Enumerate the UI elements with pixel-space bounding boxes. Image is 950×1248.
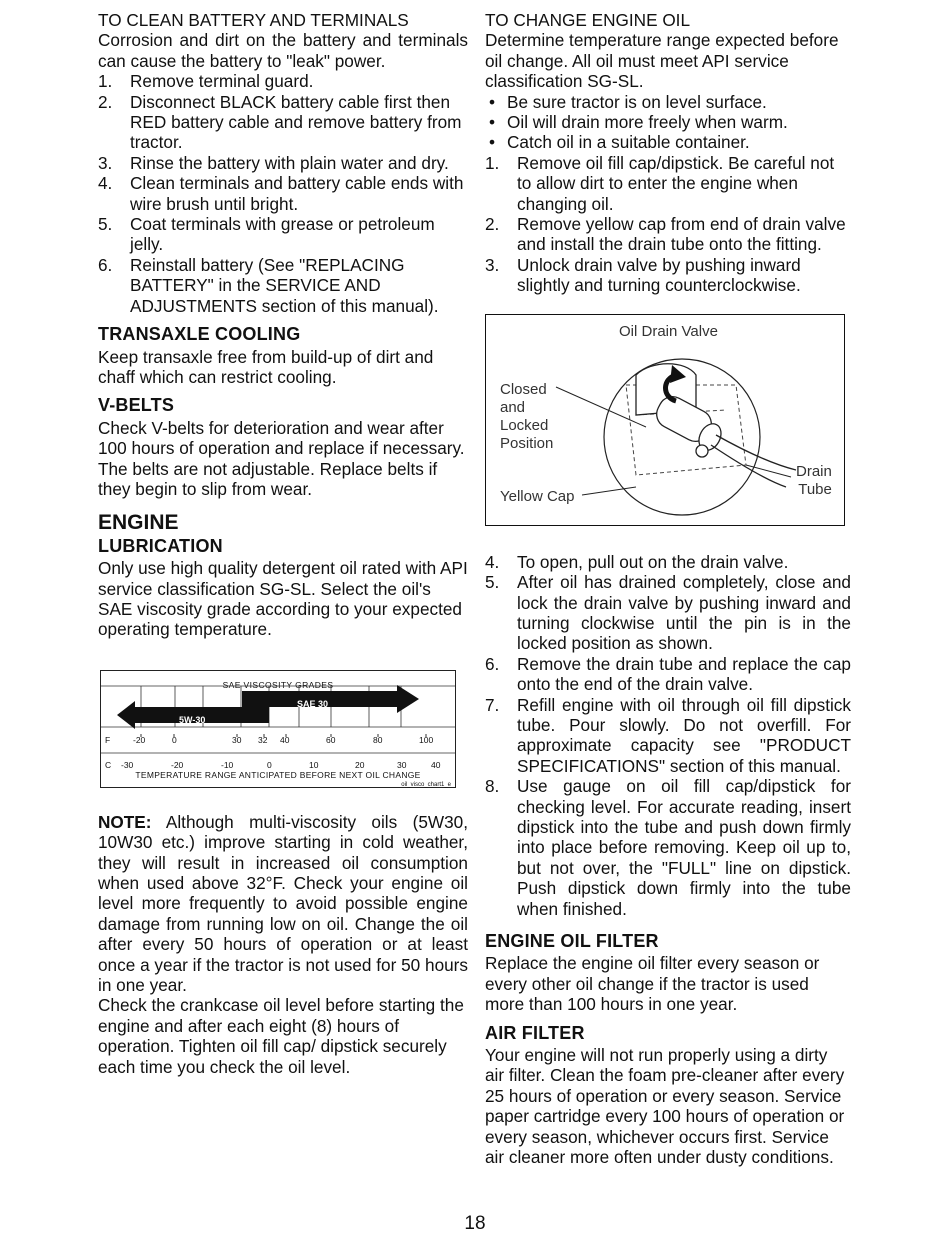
list-item: 2. Remove yellow cap from end of drain valve and install the drain tube onto the fitting.: [485, 214, 846, 255]
filter-title: ENGINE OIL FILTER: [485, 931, 659, 951]
oil-drain-valve-figure: [485, 314, 845, 526]
list-item: 4. To open, pull out on the drain valve.: [485, 551, 789, 572]
oil-steps-a: [485, 153, 851, 296]
oil-steps-b: [485, 552, 851, 919]
page-number: 18: [464, 1213, 486, 1234]
c-tick: 0: [267, 759, 272, 770]
viscosity-chart: [100, 670, 456, 788]
filter-text: Replace the engine oil filter every season or every other oil change if the tractor is used more than 100 hours in one year.: [485, 953, 820, 1015]
battery-intro: Corrosion and dirt on the battery and terminals can cause the battery to "leak" power.: [98, 30, 468, 71]
list-item: 3. Unlock drain valve by pushing inward slightly and turning counterclockwise.: [485, 254, 801, 296]
c-tick: 20: [355, 759, 365, 770]
c-tick: -30: [121, 759, 134, 770]
battery-title: TO CLEAN BATTERY AND TERMINALS: [98, 10, 409, 30]
f-tick: 32: [258, 734, 268, 745]
list-item: • Be sure tractor is on level surface.: [485, 92, 851, 112]
drain-tube-label: Drain Tube: [796, 462, 832, 498]
check-text: Check the crankcase oil level before starting the engine and after each eight (8) hours of operation. Tighten oil fill cap/ dipstick securely each time you check the oil level.: [98, 995, 464, 1077]
5w30-label: 5W-30: [179, 714, 206, 725]
transaxle-text: Keep transaxle free from build-up of dirt and chaff which can restrict cooling.: [98, 346, 434, 387]
c-tick: 30: [397, 759, 407, 770]
air-text: Your engine will not run properly using a dirty air filter. Clean the foam pre-cleaner after every 25 hours of operation or every season. Service paper cartridge every 100 hours of operation or every season, whichever occurs first. Service air cleaner more often under dusty conditions.: [485, 1045, 845, 1168]
c-tick: 10: [309, 759, 319, 770]
oil-bullets: [485, 92, 851, 153]
f-tick: -20: [133, 734, 146, 745]
yellow-cap-label: Yellow Cap: [500, 487, 575, 505]
sae30-label: SAE 30: [297, 698, 329, 709]
vbelts-title: V-BELTS: [98, 395, 175, 416]
vbelts-text: Check V-belts for deterioration and wear after 100 hours of operation and replace if necessary. The belts are not adjustable. Replace belts if they begin to slip from wear.: [98, 417, 465, 499]
left-column: [98, 10, 468, 1077]
list-item: 3. Rinse the battery with plain water and dry.: [98, 152, 449, 173]
f-tick: 0: [172, 734, 177, 745]
closed-label: Closed and Locked Position: [500, 380, 554, 452]
list-item: 7. Refill engine with oil through oil fill dipstick tube. Pour slowly. Do not overfill. For approximate capacity see "PRODUCT SPECIFICATIONS" section of this manual.: [485, 694, 851, 776]
right-column: [485, 10, 851, 1167]
chart-footer: TEMPERATURE RANGE ANTICIPATED BEFORE NEXT OIL CHANGE: [135, 769, 421, 780]
list-item: 8. Use gauge on oil fill cap/dipstick for checking level. For accurate reading, insert dipstick into the tube and push down firmly into place before removing. Keep oil up to, but not over, the "FULL" line on dipstick. Push dipstick down firmly into the tube when finished.: [485, 776, 851, 919]
transaxle-title: TRANSAXLE COOLING: [98, 324, 301, 345]
f-axis-label: F: [105, 734, 111, 745]
list-item: 5. Coat terminals with grease or petroleum jelly.: [98, 214, 435, 255]
list-item: 6. Reinstall battery (See "REPLACING BATTERY" in the SERVICE AND ADJUSTMENTS section of this manual).: [98, 254, 439, 316]
list-item: 6. Remove the drain tube and replace the cap onto the end of the drain valve.: [485, 653, 851, 695]
c-axis-label: C: [105, 759, 112, 770]
f-tick: 60: [326, 734, 336, 745]
f-tick: 40: [280, 734, 290, 745]
list-item: 1. Remove terminal guard.: [98, 71, 314, 92]
note-label: NOTE:: [98, 811, 152, 832]
list-item: • Catch oil in a suitable container.: [485, 132, 851, 152]
list-item: 4. Clean terminals and battery cable ends with wire brush until bright.: [98, 173, 464, 214]
f-tick: 100: [419, 734, 434, 745]
note-paragraph: [98, 812, 468, 996]
c-tick: 40: [431, 759, 441, 770]
c-tick: -10: [221, 759, 234, 770]
lubrication-title: LUBRICATION: [98, 535, 223, 556]
f-tick: 30: [232, 734, 242, 745]
c-tick: -20: [171, 759, 184, 770]
list-item: 1. Remove oil fill cap/dipstick. Be careful not to allow dirt to enter the engine when changing oil.: [485, 152, 835, 214]
battery-steps: [98, 71, 468, 316]
air-title: AIR FILTER: [485, 1022, 585, 1043]
list-item: 2. Disconnect BLACK battery cable first then RED battery cable and remove battery from tractor.: [98, 91, 462, 153]
note-text: Although multi-viscosity oils (5W30, 10W30 etc.) improve starting in cold weather, they will result in increased oil consumption when used above 32°F. Check your engine oil level more frequently to avoid possible engine damage from running low on oil. Change the oil after every 50 hours of operation or at least once a year if the tractor is not used for 50 hours in one year.: [98, 811, 468, 996]
figure-title: Oil Drain Valve: [619, 322, 718, 340]
list-item: • Oil will drain more freely when warm.: [485, 112, 851, 132]
chart-code: oil_visco_chart1_e: [401, 781, 451, 788]
lubrication-text: Only use high quality detergent oil rated with API service classification SG-SL. Select the oil's SAE viscosity grade according to your expected operating temperature.: [98, 558, 468, 640]
oil-intro: Determine temperature range expected before oil change. All oil must meet API service classification SG-SL.: [485, 30, 839, 92]
list-item: 5. After oil has drained completely, close and lock the drain valve by pushing inward and turning clockwise until the pin is in the locked position as shown.: [485, 572, 851, 654]
engine-title: ENGINE: [98, 511, 179, 535]
oil-title: TO CHANGE ENGINE OIL: [485, 10, 691, 30]
f-tick: 80: [373, 734, 383, 745]
chart-title: SAE VISCOSITY GRADES: [222, 679, 334, 690]
